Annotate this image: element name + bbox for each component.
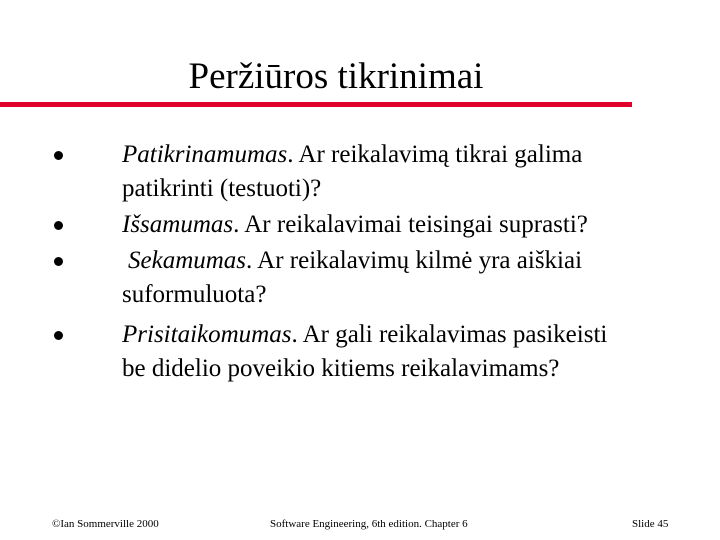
footer-slide-number: Slide 45 — [632, 518, 669, 530]
bullet-item-verifiability — [0, 138, 720, 206]
bullet-term: Patikrinamumas — [122, 141, 288, 168]
bullet-dot-icon — [54, 257, 63, 266]
bullet-text: . Ar gali reikalavimas pasikeisti — [291, 321, 608, 348]
bullet-term: Išsamumas — [122, 211, 234, 238]
footer-copyright: ©Ian Sommerville 2000 — [52, 518, 159, 530]
bullet-text: . Ar reikalavimą tikrai galima — [287, 141, 583, 168]
bullet-term: Prisitaikomumas — [122, 321, 292, 348]
bullet-dot-icon — [54, 331, 63, 340]
bullet-item-traceability — [0, 244, 720, 312]
slide-title: Peržiūros tikrinimai — [188, 56, 484, 97]
footer-book-title: Software Engineering, 6th edition. Chapter 6 — [270, 518, 468, 530]
bullet-text-continuation: suformuluota? — [122, 281, 267, 308]
bullet-text-continuation: patikrinti (testuoti)? — [122, 175, 322, 202]
bullet-text-continuation: be didelio poveikio kitiems reikalavimams? — [122, 355, 560, 382]
title-underline — [0, 102, 632, 107]
bullet-text: . Ar reikalavimai teisingai suprasti? — [233, 211, 588, 238]
bullet-list — [0, 138, 720, 386]
bullet-term: Sekamumas — [128, 247, 247, 274]
bullet-item-comprehensibility — [0, 208, 720, 242]
bullet-dot-icon — [54, 221, 63, 230]
bullet-item-adaptability — [0, 318, 720, 386]
bullet-text: . Ar reikalavimų kilmė yra aiškiai — [246, 247, 583, 274]
bullet-dot-icon — [54, 151, 63, 160]
